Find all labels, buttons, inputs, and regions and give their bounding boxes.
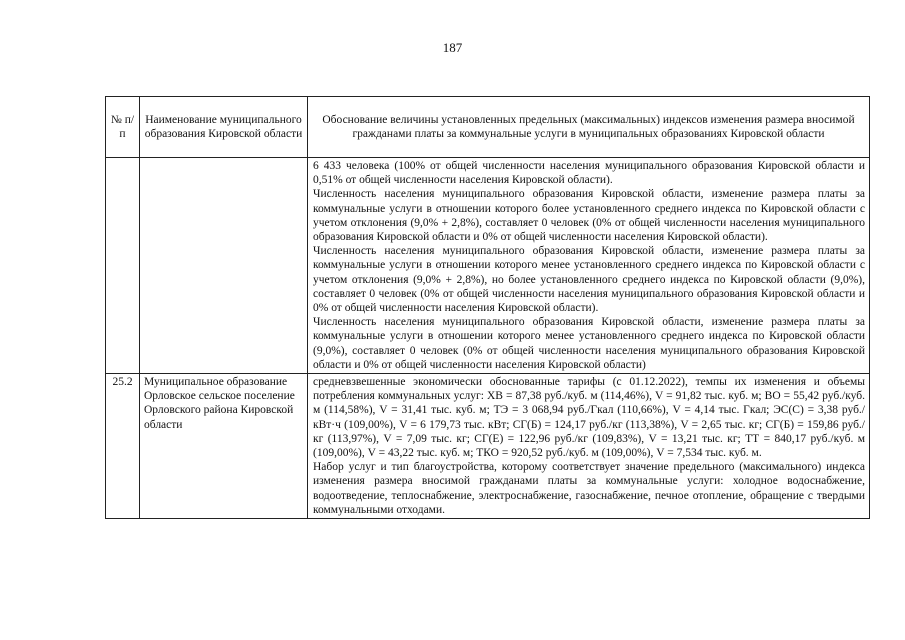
row-basis	[308, 374, 870, 519]
basis-paragraph: средневзвешенные экономически обоснованные тарифы (с 01.12.2022), темпы их изменения и объемы потребления коммунальных услуг: ХВ = 87,38 руб./куб. м (114,46%), V = 91,82 тыс. куб. м; ВО = 55,42 руб./куб. м (114,58%), V = 31,41 тыс. куб. м; ТЭ = 3 068,94 руб./Гкал (110,66%), V = 4,14 тыс. Гкал; ЭС(С) = 3,38 руб./кВт·ч (109,00%), V = 6 179,73 тыс. кВт; СГ(Б) = 124,17 руб./кг (113,38%), V = 2,65 тыс. кг; СГ(Б) = 159,86 руб./кг (113,97%), V = 7,09 тыс. кг; СГ(Е) = 122,96 руб./кг (109,83%), V = 13,21 тыс. кг; ТТ = 840,17 руб./куб. м (109,00%), V = 43,22 тыс. куб. м; ТКО = 920,52 руб./куб. м (109,00%), V = 7,534 тыс. куб. м.	[313, 376, 865, 460]
table-row	[106, 374, 870, 519]
basis-paragraph: 6 433 человека (100% от общей численности населения муниципального образования Кировской области и 0,51% от общей численности населения Кировской области).	[313, 160, 865, 187]
page-number: 187	[442, 40, 463, 55]
indices-table	[105, 96, 870, 519]
basis-paragraph: Численность населения муниципального образования Кировской области, изменение размера платы за коммунальные услуги в отношении которого менее установленного среднего индекса по Кировской области (9,0%), составляет 0 человек (0% от общей численности населения муниципального образования Кировской области и 0% от общей численности населения Кировской области)	[313, 316, 865, 371]
row-municipality	[140, 158, 308, 374]
table-header-row	[106, 97, 870, 158]
basis-paragraph: Численность населения муниципального образования Кировской области, изменение размера платы за коммунальные услуги в отношении которого менее установленного среднего индекса по Кировской области с учетом отклонения (9,0% + 2,8%), но более установленного среднего индекса по Кировской области (9,0%), составляет 0 человек (0% от общей численности населения муниципального образования Кировской области и 0% от общей численности населения Кировской области).	[313, 245, 865, 315]
row-basis	[308, 158, 870, 374]
header-basis: Обоснование величины установленных предельных (максимальных) индексов изменения размера вносимой гражданами платы за коммунальные услуги в муниципальных образованиях Кировской области	[308, 97, 870, 158]
table-row	[106, 158, 870, 374]
header-municipality: Наименование муниципального образования Кировской области	[140, 97, 308, 158]
row-number: 25.2	[106, 374, 140, 519]
basis-paragraph: Численность населения муниципального образования Кировской области, изменение размера платы за коммунальные услуги в отношении которого более установленного среднего индекса по Кировской области с учетом отклонения (9,0% + 2,8%), составляет 0 человек (0% от общей численности населения муниципального образования Кировской области и 0% от общей численности населения Кировской области).	[313, 188, 865, 244]
row-number	[106, 158, 140, 374]
basis-paragraph: Набор услуг и тип благоустройства, которому соответствует значение предельного (максимального) индекса изменения размера вносимой гражданами платы за коммунальные услуги: холодное водоснабжение, водоотведение, теплоснабжение, электроснабжение, газоснабжение, печное отопление, обращение с твердыми коммунальными отходами.	[313, 461, 865, 516]
header-number: № п/п	[106, 97, 140, 158]
row-municipality: Муниципальное образование Орловское сельское поселение Орловского района Кировской области	[140, 374, 308, 519]
